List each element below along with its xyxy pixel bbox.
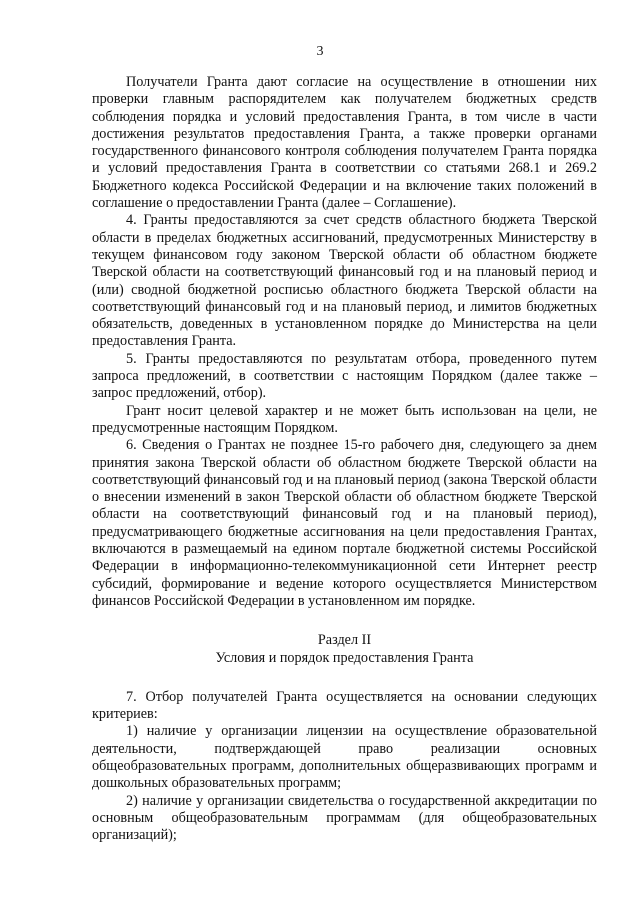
section-heading <box>92 632 597 667</box>
paragraph-4: 4. Гранты предоставляются за счет средств областного бюджета Тверской области в пределах бюджетных ассигнований, предусмотренных Министерству в текущем финансовом году законом Тверской области об областном бюджете Тверской области на соответствующий финансовый год и на плановый период и (или) сводной бюджетной росписью областного бюджета Тверской области на соответствующий финансовый год и на плановый период, и лимитов бюджетных обязательств, доведенных в установленном порядке до Министерства на цели предоставления Гранта. <box>92 212 597 350</box>
paragraph-grant-purpose: Грант носит целевой характер и не может быть использован на цели, не предусмотренные настоящим Порядком. <box>92 402 597 436</box>
page-number: 3 <box>316 44 324 59</box>
paragraph-5: 5. Гранты предоставляются по результатам отбора, проведенного путем запроса предложений, в соответствии с настоящим Порядком (далее также – запрос предложений, отбор). <box>92 350 597 402</box>
paragraph-consent: Получатели Гранта дают согласие на осуществление в отношении них проверки главным распорядителем как получателем бюджетных средств соблюдения порядка и условий предоставления Гранта, в том числе в части достижения результатов предоставления Гранта, а также проверки органами государственного финансового контроля соблюдения получателем Гранта порядка и условий предоставления Гранта в соответствии со статьями 268.1 и 269.2 Бюджетного кодекса Российской Федерации и на включение таких положений в соглашение о предоставлении Гранта (далее – Соглашение). <box>92 74 597 212</box>
paragraph-6: 6. Сведения о Грантах не позднее 15-го рабочего дня, следующего за днем принятия закона Тверской области об областном бюджете Тверской области на соответствующий финансовый год и на плановый период (закона Тверской области о внесении изменений в закон Тверской области об областном бюджете Тверской области на соответствующий финансовый год и на плановый период), предусматривающего бюджетные ассигнования на цели предоставления Грантах, включаются в размещаемый на едином портале бюджетной системы Российской Федерации в информационно-телекоммуникационной сети Интернет реестр субсидий, формирование и ведение которого осуществляется Министерством финансов Российской Федерации в установленном им порядке. <box>92 437 597 609</box>
paragraph-7: 7. Отбор получателей Гранта осуществляется на основании следующих критериев: <box>92 688 597 723</box>
document-body <box>92 74 597 844</box>
section-subtitle: Условия и порядок предоставления Гранта <box>215 649 474 666</box>
criterion-1: 1) наличие у организации лицензии на осуществление образовательной деятельности, подтверждающей право реализации основных общеобразовательных программ, дополнительных общеразвивающих программ и дошкольных образовательных программ; <box>92 723 597 792</box>
section-title: Раздел II <box>317 632 372 649</box>
criterion-2: 2) наличие у организации свидетельства о государственной аккредитации по основным общеобразовательным программам (для общеобразовательных организаций); <box>92 792 597 844</box>
